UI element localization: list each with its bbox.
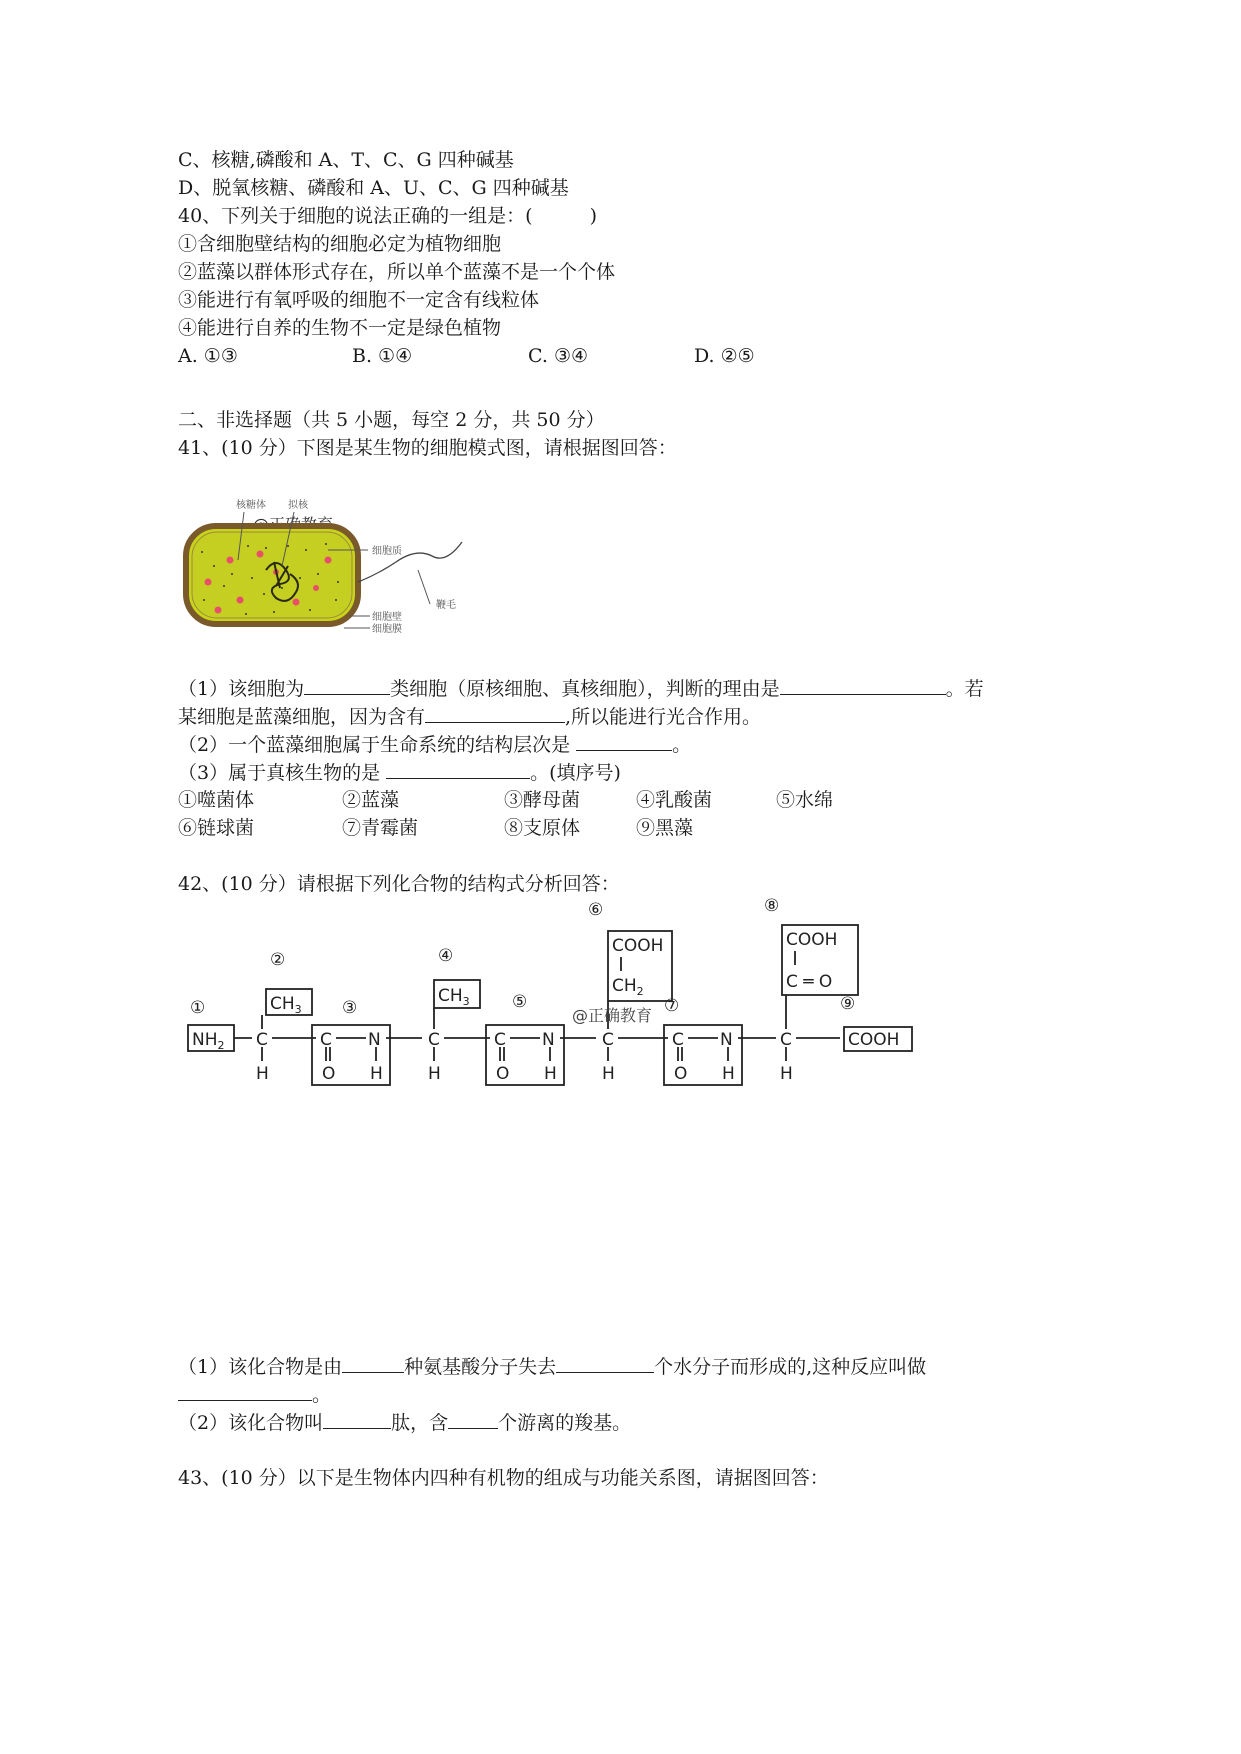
- r-group-ch2: $CH_2$: [612, 976, 644, 998]
- label-cell-membrane: 细胞膜: [372, 624, 402, 635]
- peptide-c-1: C: [320, 1030, 332, 1050]
- alpha-carbon-3: C: [602, 1030, 614, 1050]
- q42-p1-text-c: 个水分子而形成的,这种反应叫做: [654, 1356, 927, 1378]
- q42-blank-peptide-name[interactable]: [323, 1410, 391, 1429]
- q41-blank-pigments[interactable]: [425, 704, 565, 723]
- label-4: ④: [438, 946, 454, 966]
- q41-blank-reason[interactable]: [780, 676, 946, 695]
- r-group-cooh-a: COOH: [612, 936, 664, 956]
- q42-blank-water-count[interactable]: [556, 1354, 654, 1373]
- peptide-c-2: C: [494, 1030, 506, 1050]
- organism-6: ⑥链球菌: [178, 817, 255, 839]
- q41-part3: [178, 760, 621, 785]
- q42-blank-carboxyl-count[interactable]: [448, 1410, 498, 1429]
- q41-part2: [178, 732, 691, 757]
- o-3: O: [674, 1064, 688, 1084]
- r-group-cooh-b: COOH: [786, 930, 838, 950]
- label-cell-wall: 细胞壁: [372, 612, 402, 623]
- q40-stem: 40、下列关于细胞的说法正确的一组是：( ): [178, 205, 598, 227]
- q42-p1-text-b: 种氨基酸分子失去: [404, 1356, 557, 1378]
- cell-membrane-shape: [192, 532, 352, 618]
- q42-p2-text-b: 肽，含: [391, 1412, 449, 1434]
- peptide-structure-diagram: [180, 895, 920, 1095]
- h-4: H: [544, 1064, 557, 1084]
- h-3: H: [428, 1064, 441, 1084]
- q40-statement-1: ①含细胞壁结构的细胞必定为植物细胞: [178, 233, 502, 255]
- q41-p1-text-d: 某细胞是蓝藻细胞，因为含有: [178, 706, 426, 728]
- q41-p3-text-b: 。(填序号): [530, 762, 621, 784]
- o-2: O: [496, 1064, 510, 1084]
- label-6: ⑥: [588, 900, 604, 920]
- q41-stem: 41、(10 分）下图是某生物的细胞模式图，请根据图回答：: [178, 437, 677, 459]
- label-1: ①: [190, 998, 206, 1018]
- q42-blank-reaction-name[interactable]: [178, 1382, 312, 1401]
- q42-part1-line1: [178, 1354, 926, 1379]
- q41-p2-text-a: （2）一个蓝藻细胞属于生命系统的结构层次是: [178, 734, 577, 756]
- q40-statement-4: ④能进行自养的生物不一定是绿色植物: [178, 317, 502, 339]
- h-2: H: [370, 1064, 383, 1084]
- q42-part2: [178, 1410, 631, 1435]
- amino-group: $NH_2$: [192, 1030, 225, 1052]
- q40-option-a: A. ①③: [178, 345, 238, 367]
- q41-p1-text-b: 类细胞（原核细胞、真核细胞），判断的理由是: [390, 678, 780, 700]
- peptide-n-2: N: [542, 1030, 555, 1050]
- alpha-carbon-2: C: [428, 1030, 440, 1050]
- q42-p2-text-c: 个游离的羧基。: [498, 1412, 632, 1434]
- organism-9: ⑨黑藻: [636, 817, 694, 839]
- q40-option-d: D. ②⑤: [694, 345, 755, 367]
- label-3: ③: [342, 998, 358, 1018]
- q41-p1-text-e: ,所以能进行光合作用。: [565, 706, 762, 728]
- q40-statement-2: ②蓝藻以群体形式存在，所以单个蓝藻不是一个个体: [178, 261, 616, 283]
- q40-option-b: B. ①④: [352, 345, 413, 367]
- organism-7: ⑦青霉菌: [342, 817, 419, 839]
- label-2: ②: [270, 950, 286, 970]
- peptide-c-3: C: [672, 1030, 684, 1050]
- alpha-carbon-4: C: [780, 1030, 792, 1050]
- alpha-carbon-1: C: [256, 1030, 268, 1050]
- q41-p1-text-a: （1）该细胞为: [178, 678, 305, 700]
- q42-part1-line2: [178, 1382, 331, 1407]
- q43-stem: 43、(10 分）以下是生物体内四种有机物的组成与功能关系图，请据图回答：: [178, 1467, 829, 1489]
- organism-3: ③酵母菌: [504, 789, 581, 811]
- q42-p2-text-a: （2）该化合物叫: [178, 1412, 324, 1434]
- q39-option-d: D、脱氧核糖、磷酸和 A、U、C、G 四种碱基: [178, 177, 569, 199]
- q41-p2-text-b: 。: [672, 734, 692, 756]
- bacterial-cell-diagram: [178, 490, 498, 640]
- q40-statement-3: ③能进行有氧呼吸的细胞不一定含有线粒体: [178, 289, 540, 311]
- label-nucleoid: 拟核: [288, 500, 308, 511]
- q39-option-c: C、核糖,磷酸和 A、T、C、G 四种碱基: [178, 149, 514, 171]
- r-group-ch3-a: $CH_3$: [270, 994, 302, 1016]
- h-5: H: [602, 1064, 615, 1084]
- h-6: H: [722, 1064, 735, 1084]
- q41-p1-text-c: 。若: [945, 678, 984, 700]
- carboxyl-group: COOH: [848, 1030, 900, 1050]
- q42-p1-text-d: 。: [312, 1384, 332, 1406]
- peptide-n-1: N: [368, 1030, 381, 1050]
- section-title: 二、非选择题（共 5 小题，每空 2 分，共 50 分）: [178, 409, 605, 431]
- q41-part1-line2: [178, 704, 761, 729]
- label-7: ⑦: [664, 996, 680, 1016]
- organism-5: ⑤水绵: [776, 789, 834, 811]
- diagram-watermark-2: @正确教育: [572, 1006, 653, 1025]
- r-group-c-eq-o: C ═ O: [786, 972, 833, 992]
- label-8: ⑧: [764, 896, 780, 916]
- q41-part1-line1: [178, 676, 984, 701]
- label-9: ⑨: [840, 994, 856, 1014]
- organism-8: ⑧支原体: [504, 817, 581, 839]
- o-1: O: [322, 1064, 336, 1084]
- label-flagellum: 鞭毛: [436, 600, 456, 611]
- q42-stem: 42、(10 分）请根据下列化合物的结构式分析回答：: [178, 873, 620, 895]
- q41-p3-text-a: （3）属于真核生物的是: [178, 762, 387, 784]
- label-cytoplasm: 细胞质: [372, 546, 402, 557]
- q40-option-c: C. ③④: [528, 345, 589, 367]
- h-7: H: [780, 1064, 793, 1084]
- organism-1: ①噬菌体: [178, 789, 255, 811]
- h-1: H: [256, 1064, 269, 1084]
- q41-blank-level[interactable]: [576, 732, 672, 751]
- q42-p1-text-a: （1）该化合物是由: [178, 1356, 343, 1378]
- r-group-ch3-b: $CH_3$: [438, 986, 470, 1008]
- q41-blank-eukaryotes[interactable]: [386, 760, 530, 779]
- label-ribosome: 核糖体: [236, 500, 266, 511]
- q42-blank-amino-count[interactable]: [342, 1354, 404, 1373]
- q41-blank-cell-type[interactable]: [304, 676, 390, 695]
- label-5: ⑤: [512, 992, 528, 1012]
- organism-2: ②蓝藻: [342, 789, 400, 811]
- organism-4: ④乳酸菌: [636, 789, 713, 811]
- peptide-n-3: N: [720, 1030, 733, 1050]
